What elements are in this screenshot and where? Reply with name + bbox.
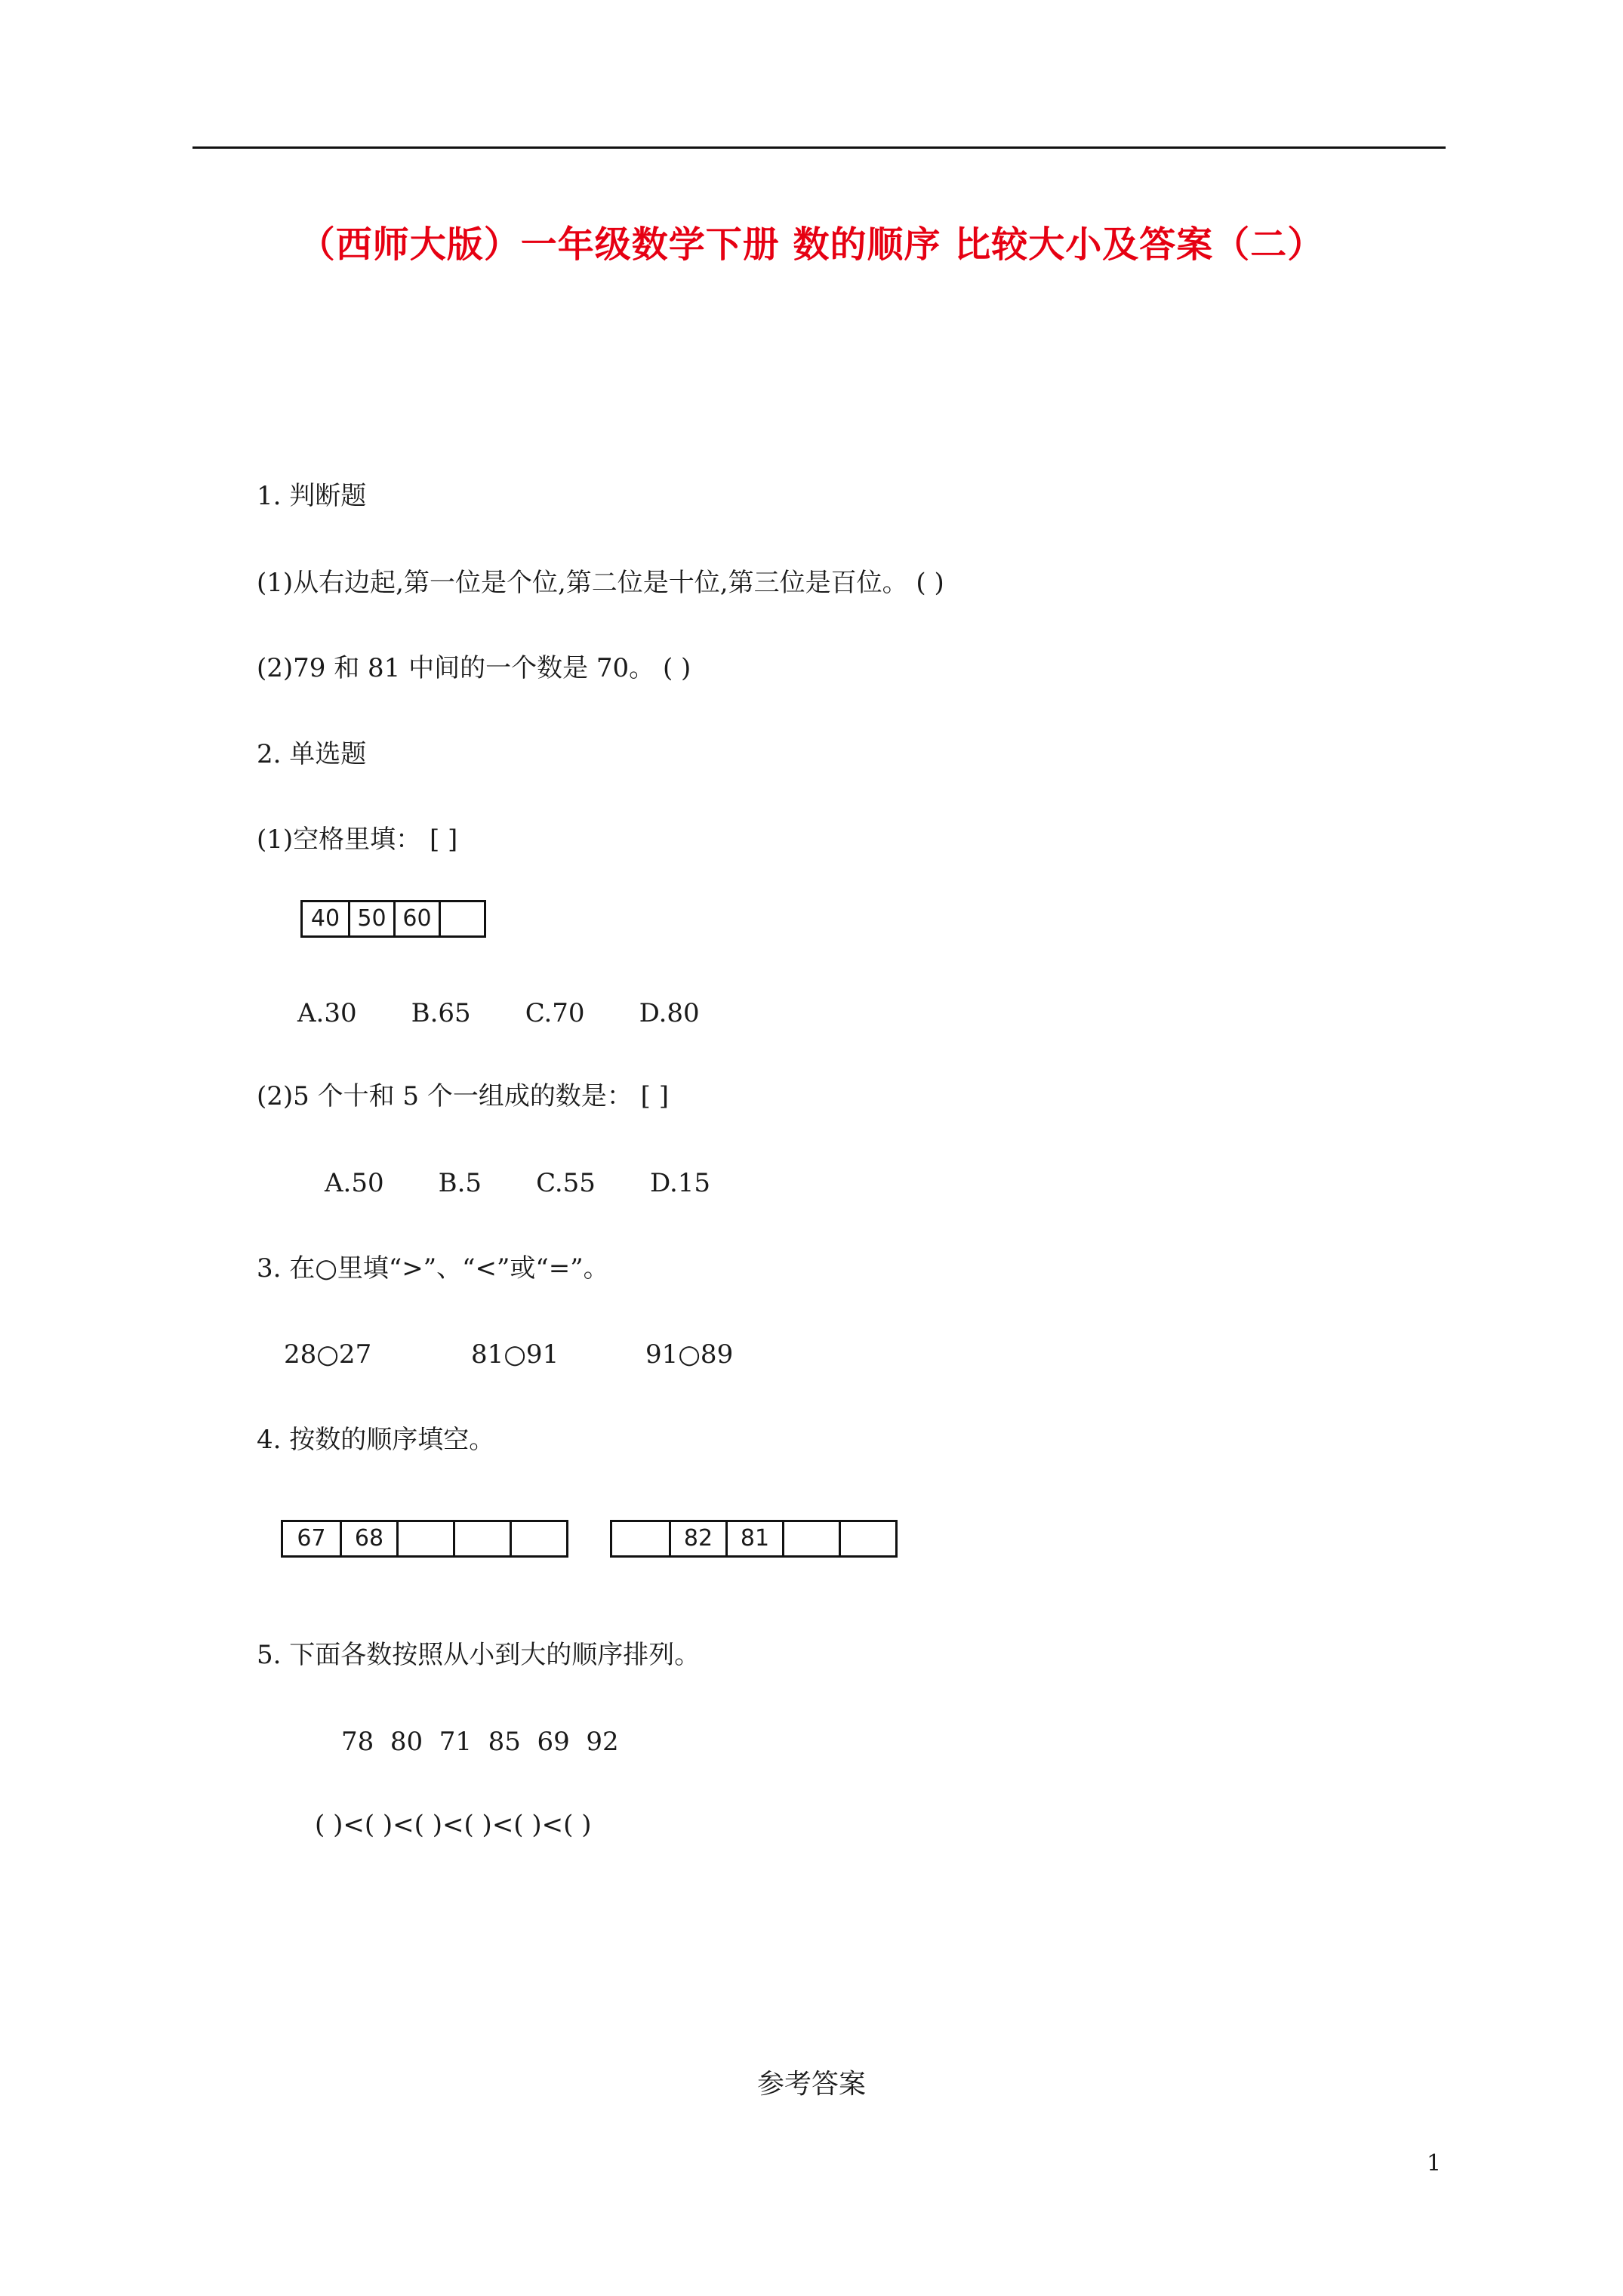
number-box: 50 xyxy=(348,902,393,935)
number-box-blank xyxy=(439,902,484,935)
q3-heading: 3. 在○里填“>”、“<”或“=”。 xyxy=(257,1253,609,1284)
option-b: B.65 xyxy=(411,998,471,1028)
q5-blanks: ( )<( )<( )<( )<( )<( ) xyxy=(315,1810,592,1840)
number-box: 82 xyxy=(669,1522,725,1555)
number-box: 81 xyxy=(725,1522,782,1555)
q2-sub-2: (2)5 个十和 5 个一组成的数是： [ ] xyxy=(257,1081,669,1111)
option-b: B.5 xyxy=(438,1168,482,1198)
q2-options-1 xyxy=(297,1000,754,1026)
q4-heading: 4. 按数的顺序填空。 xyxy=(257,1425,495,1455)
option-c: C.70 xyxy=(525,998,585,1028)
document-title: （西师大版）一年级数学下册 数的顺序 比较大小及答案（二） xyxy=(298,223,1325,266)
option-a: A.50 xyxy=(325,1168,384,1198)
q2-heading: 2. 单选题 xyxy=(257,739,367,769)
q3-item-3: 91○89 xyxy=(645,1339,734,1370)
number-box-blank xyxy=(396,1522,453,1555)
answer-heading: 参考答案 xyxy=(757,2069,867,2100)
number-box: 60 xyxy=(393,902,439,935)
q2-options-2 xyxy=(325,1170,765,1196)
q2-number-boxes xyxy=(300,900,486,938)
q1-heading: 1. 判断题 xyxy=(257,481,367,511)
q5-heading: 5. 下面各数按照从小到大的顺序排列。 xyxy=(257,1640,701,1670)
q4-sequence-2 xyxy=(610,1520,898,1558)
q2-sub-1: (1)空格里填： [ ] xyxy=(257,824,458,855)
number-box-blank xyxy=(510,1522,566,1555)
number-box: 67 xyxy=(297,1525,326,1552)
q4-sequence-1 xyxy=(281,1520,568,1558)
q5-numbers: 78 80 71 85 69 92 xyxy=(341,1727,619,1757)
number-box-blank xyxy=(612,1522,669,1555)
option-d: D.80 xyxy=(639,998,700,1028)
q3-item-1: 28○27 xyxy=(284,1339,372,1370)
q1-statement-2: (2)79 和 81 中间的一个数是 70。 ( ) xyxy=(257,653,691,683)
number-box-blank xyxy=(782,1522,839,1555)
number-box: 40 xyxy=(310,905,340,932)
number-box-blank xyxy=(453,1522,510,1555)
q1-statement-1: (1)从右边起,第一位是个位,第二位是十位,第三位是百位。 ( ) xyxy=(257,568,944,598)
top-rule xyxy=(192,146,1446,149)
page-number: 1 xyxy=(1427,2150,1442,2177)
number-box: 68 xyxy=(340,1522,396,1555)
number-box-blank xyxy=(839,1522,895,1555)
option-c: C.55 xyxy=(536,1168,596,1198)
q3-item-2: 81○91 xyxy=(471,1339,559,1370)
option-a: A.30 xyxy=(297,998,357,1028)
option-d: D.15 xyxy=(649,1168,711,1198)
